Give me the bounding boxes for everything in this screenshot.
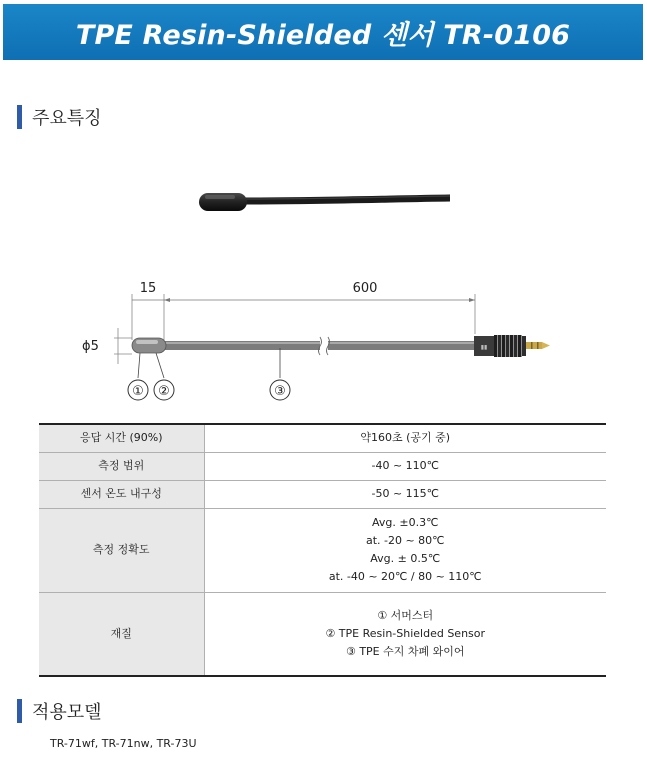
spec-label: 측정 정확도 xyxy=(39,508,204,592)
spec-value xyxy=(204,480,606,508)
callout-2: ② xyxy=(158,384,170,399)
table-row xyxy=(39,592,606,676)
spec-label: 센서 온도 내구성 xyxy=(39,480,204,508)
spec-value-line: at. -40 ~ 20℃ / 80 ~ 110℃ xyxy=(328,570,482,583)
spec-value xyxy=(204,592,606,676)
features-heading: 주요특징 xyxy=(32,108,102,129)
section-accent-bar xyxy=(17,105,22,129)
spec-value-line: -50 ~ 115℃ xyxy=(371,487,440,500)
connector-plug xyxy=(526,342,542,349)
spec-value-line: -40 ~ 110℃ xyxy=(371,459,440,472)
models-heading: 적용모델 xyxy=(32,702,102,723)
spec-value-line: at. -20 ~ 80℃ xyxy=(365,534,445,547)
dim-tip-label: 15 xyxy=(139,281,157,296)
connector-strain-relief xyxy=(494,335,526,357)
svg-text:▮▮: ▮▮ xyxy=(480,344,488,351)
title-banner xyxy=(3,4,643,60)
spec-value-line: ① 서머스터 xyxy=(377,608,434,622)
sensor-dimension-diagram xyxy=(70,272,570,412)
spec-value-line: Avg. ±0.3℃ xyxy=(372,516,439,529)
features-section-header xyxy=(17,104,102,130)
spec-label: 측정 범위 xyxy=(39,452,204,480)
table-row xyxy=(39,480,606,508)
callout-3: ③ xyxy=(274,384,286,399)
section-accent-bar xyxy=(17,699,22,723)
spec-label: 재질 xyxy=(39,592,204,676)
page-title: TPE Resin-Shielded 센서 TR-0106 xyxy=(75,19,571,51)
spec-value xyxy=(204,452,606,480)
dim-diameter-label: ϕ5 xyxy=(82,339,99,354)
spec-value-line: ② TPE Resin-Shielded Sensor xyxy=(325,626,486,640)
spec-table xyxy=(39,423,606,677)
models-section-header xyxy=(17,698,102,724)
spec-label: 응답 시간 (90%) xyxy=(39,424,204,452)
sensor-cable-photo xyxy=(195,180,450,222)
spec-value-line: ③ TPE 수지 차폐 와이어 xyxy=(345,644,465,658)
spec-value xyxy=(204,424,606,452)
spec-value-line: 약160초 (공기 중) xyxy=(360,431,451,445)
spec-value xyxy=(204,508,606,592)
compatible-models-list: TR-71wf, TR-71nw, TR-73U xyxy=(50,737,197,750)
table-row xyxy=(39,452,606,480)
table-row xyxy=(39,508,606,592)
dim-length-label: 600 xyxy=(352,281,378,296)
spec-value-line: Avg. ± 0.5℃ xyxy=(370,552,441,565)
table-row xyxy=(39,424,606,452)
callout-1: ① xyxy=(132,384,144,399)
